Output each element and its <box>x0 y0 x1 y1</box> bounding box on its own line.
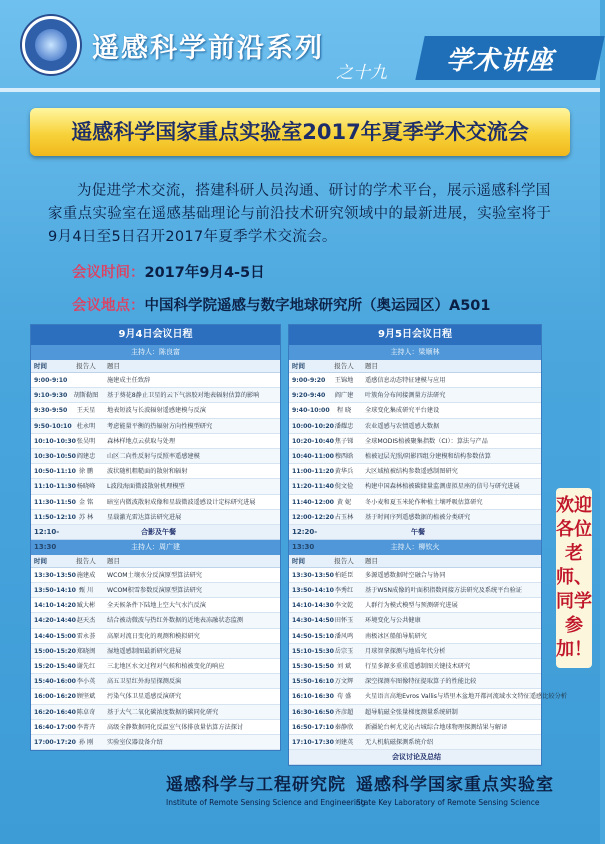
row-time: 13:50-14:10 <box>292 587 334 595</box>
row-topic: 多源遥感数据时空融合与协同 <box>365 571 446 579</box>
closing-label: 会议讨论及总结 <box>392 753 441 762</box>
col-topic: 题目 <box>107 556 120 565</box>
row-topic: 环境变化与公共健康 <box>365 617 421 625</box>
schedule-row <box>289 613 541 628</box>
schedule-row <box>31 659 280 674</box>
schedule-rows <box>289 373 541 525</box>
schedule-row <box>289 479 541 494</box>
row-topic: 冬小麦和夏玉米轮作种植土壤呼吸估算研究 <box>365 498 483 506</box>
schedule-row <box>31 674 280 689</box>
row-topic: 污染气体卫星遥感反演研究 <box>107 693 182 701</box>
row-time: 14:10-14:30 <box>292 602 334 610</box>
row-speaker: 施建成 <box>76 571 96 579</box>
place-value: 中国科学院遥感与数字地球研究所（奥运园区）A501 <box>144 298 491 314</box>
row-time: 12:00-12:20 <box>292 513 334 521</box>
schedule-row <box>289 449 541 464</box>
row-topic: 考虑能量平衡的热辐射方向性模型研究 <box>107 422 213 430</box>
row-speaker: 苟 盛 <box>336 693 352 701</box>
schedule-row <box>289 495 541 510</box>
row-topic: WCOM积雪参数反演原型算法研究 <box>107 587 202 595</box>
lab-name-en: State Key Laboratory of Remote Sensing Science <box>356 798 540 807</box>
intro-paragraph: 为促进学术交流，搭建科研人员沟通、研讨的学术平台，展示遥感科学国家重点实验室在遥感基础理论与前沿技术研究领域中的最新进展，实验室将于9月4日至5日召开2017年夏季学术交流会。 <box>48 183 552 245</box>
meeting-place <box>72 294 491 315</box>
row-time: 14:10-14:20 <box>34 602 76 610</box>
col-topic: 题目 <box>365 362 378 370</box>
row-speaker: 杜永明 <box>76 422 96 430</box>
row-time: 15:30-15:50 <box>292 663 334 670</box>
schedule-row <box>289 388 541 403</box>
schedule-row <box>289 598 541 613</box>
day2-title: 9月5日会议日程 <box>289 325 541 345</box>
lab-name-cn: 遥感科学国家重点实验室 <box>356 775 554 795</box>
schedule-row <box>31 510 280 525</box>
row-topic: 湿地遥感制图最新研究进展 <box>107 647 182 655</box>
schedule-row <box>289 705 541 720</box>
row-topic: L波段海面微波散射机理模型 <box>107 483 185 491</box>
day1-title: 9月4日会议日程 <box>31 325 280 345</box>
row-speaker: 甄 川 <box>78 587 94 595</box>
row-time: 17:10-17:30 <box>292 738 334 746</box>
row-speaker: 程 晓 <box>336 407 352 415</box>
series-title: 遥感科学前沿系列 <box>92 33 324 64</box>
schedule-row <box>289 510 541 525</box>
series-number: 之十九 <box>336 63 387 83</box>
schedule-row <box>289 434 541 449</box>
row-topic: 基于葵花8静止卫星的云下气溶胶对地表辐射估算的影响 <box>107 392 260 400</box>
break-label: 合影及午餐 <box>141 527 176 536</box>
row-time: 10:10-10:30 <box>34 437 76 445</box>
col-topic: 题目 <box>365 556 378 565</box>
row-speaker: 刘 斌 <box>336 663 352 670</box>
row-time: 16:50-17:10 <box>292 723 334 731</box>
row-speaker: 黄华兵 <box>334 468 354 476</box>
column-headers <box>289 360 541 373</box>
row-topic: 植被冠层光照/阴影四组分建模和结构参数估算 <box>365 452 491 460</box>
row-topic: 基于WSN成像的叶面积指数问接方法研究及系统平台验证 <box>365 587 522 595</box>
row-time: 9:30-9:50 <box>34 407 68 415</box>
row-time: 15:20-15:40 <box>34 663 76 670</box>
row-speaker: 胡斯勒图 <box>73 392 99 400</box>
row-topic: 新疆轮台柯尤克沁古城综合地球物理探测结果与解译 <box>365 723 508 731</box>
row-topic: 行星多源多重重遥感制图关键技术研究 <box>365 663 471 670</box>
chairperson: 主持人：周广建 <box>31 540 280 555</box>
row-topic: 超导航磁全张量梯度测量系统研制 <box>365 708 458 716</box>
row-time: 10:50-11:10 <box>34 468 76 476</box>
col-time: 时间 <box>34 362 47 370</box>
row-speaker: 李菁卉 <box>76 723 96 731</box>
col-time: 时间 <box>292 556 305 565</box>
row-topic: 地表短波与长波辐射遥感建模与反演 <box>107 407 206 415</box>
header-divider <box>0 88 600 92</box>
row-speaker: 齐彦超 <box>334 708 354 716</box>
row-time: 16:30-16:50 <box>292 708 334 716</box>
break-time: 12:20-13:30 <box>292 527 318 551</box>
day2-schedule <box>288 324 567 766</box>
schedule-row <box>31 644 280 659</box>
row-topic: 火星语言高地Evros Vallis与塔里木盆地开都河流域水文特征遥感比较分析 <box>365 693 567 701</box>
event-banner: 遥感科学国家重点实验室2017年夏季学术交流会 <box>30 108 570 156</box>
row-speaker: 臧大彬 <box>76 602 96 610</box>
row-topic: 全球变化集成研究平台建设 <box>365 407 440 415</box>
row-topic: 施建成主任致辞 <box>107 377 151 384</box>
col-speaker: 报告人 <box>76 362 96 370</box>
footer-lab <box>356 770 554 807</box>
row-speaker: 陈卓奇 <box>76 708 96 716</box>
row-speaker: 刘建英 <box>334 738 354 746</box>
schedule-row <box>31 419 280 434</box>
row-speaker: 李秀红 <box>334 587 354 595</box>
row-speaker: 黄 妮 <box>336 498 352 506</box>
schedule-row <box>31 705 280 720</box>
row-speaker: 潘耀忠 <box>334 422 354 430</box>
row-speaker <box>68 373 104 387</box>
schedule-row <box>289 583 541 598</box>
row-speaker: 秦静欣 <box>334 723 354 731</box>
institute-name-cn: 遥感科学与工程研究院 <box>166 775 346 795</box>
row-speaker: 阎广建 <box>334 392 354 400</box>
row-topic: 叶簇角分布间接测量方法研究 <box>365 392 446 400</box>
row-speaker: 占玉林 <box>334 513 354 521</box>
row-speaker: 赵天杰 <box>76 617 96 625</box>
row-time: 14:20-14:40 <box>34 617 76 625</box>
schedule-row <box>31 598 280 613</box>
row-topic: 高级全静数据同化反温室气体排放量估算方法探讨 <box>107 723 244 731</box>
schedule-row <box>31 735 280 750</box>
schedule-rows <box>31 568 280 750</box>
row-speaker: 穆西晗 <box>334 452 354 460</box>
row-topic: 高原对流日变化的观测和模拟研究 <box>107 632 200 640</box>
schedule-row <box>31 568 280 583</box>
row-speaker: 王天星 <box>76 407 96 415</box>
row-speaker: 顾坚斌 <box>76 693 96 701</box>
day1-schedule <box>30 324 281 751</box>
schedule-row <box>31 495 280 510</box>
row-topic: 结合被动微波与热红外数据的近地表冻融状态监测 <box>107 617 244 625</box>
row-time: 11:50-12:10 <box>34 513 76 521</box>
row-speaker: 李文乾 <box>334 602 354 610</box>
column-headers <box>31 555 280 568</box>
row-time: 16:20-16:40 <box>34 708 76 716</box>
col-speaker: 报告人 <box>334 362 354 370</box>
row-speaker: 倪文俭 <box>334 483 354 491</box>
row-topic: 三北地区水文过程对气候和植被变化的响应 <box>107 663 225 670</box>
row-time: 17:00-17:20 <box>34 738 76 746</box>
row-speaker: 李小英 <box>76 678 96 686</box>
row-time: 9:20-9:40 <box>292 392 326 400</box>
place-label: 会议地点： <box>72 298 145 314</box>
row-speaker: 焦子锑 <box>334 437 354 445</box>
row-time: 13:30-13:50 <box>34 571 76 579</box>
schedule-row <box>31 464 280 479</box>
row-topic: 构建中国森林植被碳储量监测虚拟星座的信号与研究进展 <box>365 483 520 491</box>
row-time: 13:30-13:50 <box>292 571 334 579</box>
row-speaker: 王锦地 <box>334 377 354 384</box>
chairperson: 主持人：陈良富 <box>31 345 280 360</box>
column-headers <box>289 555 541 568</box>
row-time: 13:50-14:10 <box>34 587 76 595</box>
row-topic: 星载激光雷达算法研究进展 <box>107 513 182 521</box>
col-speaker: 报告人 <box>334 556 354 565</box>
col-topic: 题目 <box>107 362 120 370</box>
row-time: 10:20-10:40 <box>292 437 334 445</box>
row-speaker: 杨晓峰 <box>76 483 96 491</box>
closing-session <box>289 750 541 765</box>
row-topic: 深空探测车图像特征提取算子的性能比较 <box>365 678 477 686</box>
row-time: 15:00-15:20 <box>34 647 76 655</box>
row-time: 11:30-11:50 <box>34 498 76 506</box>
row-speaker: 万文辉 <box>334 678 354 686</box>
row-time: 9:00-9:10 <box>34 377 68 384</box>
schedule-row <box>31 373 280 388</box>
break-label: 午餐 <box>411 527 425 536</box>
schedule-row <box>289 735 541 750</box>
row-topic: 暗室内微波散射成像和星载微波遥感设计定标研究进展 <box>107 498 256 506</box>
row-speaker: 张吴明 <box>76 437 96 445</box>
row-topic: 基于大气二氧化碳浓度数据的碳同化研究 <box>107 708 219 716</box>
footer-institute <box>166 770 365 807</box>
schedule-row <box>289 659 541 674</box>
row-speaker: 田怀玉 <box>334 617 354 625</box>
row-speaker: 苏 林 <box>78 513 94 521</box>
row-time: 9:40-10:00 <box>292 407 330 415</box>
meeting-time <box>72 261 265 282</box>
row-topic: 无人机航磁探测系统介绍 <box>365 738 434 746</box>
institute-logo <box>22 16 80 74</box>
row-topic: 农业遥感与农情遥感大数据 <box>365 422 440 430</box>
row-topic: 森林样地点云获取与处理 <box>107 437 176 445</box>
schedule-row <box>289 373 541 388</box>
schedule-row <box>31 449 280 464</box>
col-time: 时间 <box>34 556 47 565</box>
schedule-row <box>289 689 567 704</box>
row-topic: 山区二向性反射与反照率遥感建模 <box>107 452 200 460</box>
schedule-row <box>289 464 541 479</box>
schedule-row <box>289 403 541 418</box>
col-speaker: 报告人 <box>76 556 96 565</box>
row-speaker: 潘风鸣 <box>334 632 354 640</box>
row-speaker: 徐 鹏 <box>78 468 94 476</box>
schedule-row <box>31 434 280 449</box>
row-time: 10:30-10:50 <box>34 452 76 460</box>
row-topic: 高五卫星红外海星探测反演 <box>107 678 182 686</box>
row-topic: 实验室仪器设备介绍 <box>107 738 163 746</box>
schedule-rows <box>31 373 280 525</box>
row-time: 10:40-11:00 <box>292 452 334 460</box>
lecture-tag: 学术讲座 <box>446 46 555 76</box>
row-time: 15:50-16:10 <box>292 678 334 686</box>
row-time: 11:00-11:20 <box>292 468 334 476</box>
schedule-row <box>31 583 280 598</box>
row-time: 16:00-16:20 <box>34 693 76 701</box>
schedule-row <box>31 720 280 735</box>
row-speaker: 金 铭 <box>78 498 94 506</box>
row-time: 10:00-10:20 <box>292 422 334 430</box>
chairperson: 主持人：柳钦火 <box>289 540 541 555</box>
row-time: 15:40-16:00 <box>34 678 76 686</box>
row-topic: 基于时间序列遥感数据的植被分类研究 <box>365 513 471 521</box>
column-headers <box>31 360 280 373</box>
schedule-rows <box>289 568 567 750</box>
row-topic: 全天候条件下陆地上空大气水汽反演 <box>107 602 206 610</box>
row-time: 9:50-10:10 <box>34 422 72 430</box>
chairperson: 主持人：梁顺林 <box>289 345 541 360</box>
row-time: 9:00-9:20 <box>292 377 326 384</box>
col-time: 时间 <box>292 362 305 370</box>
row-topic: 大区域植被结构参数遥感制图研究 <box>365 468 458 476</box>
schedule-row <box>289 674 541 689</box>
schedule-row <box>289 419 541 434</box>
institute-name-en: Institute of Remote Sensing Science and Engineering <box>166 798 366 807</box>
row-time: 16:10-16:30 <box>292 693 334 701</box>
row-time: 14:30-14:50 <box>292 617 334 625</box>
row-time: 11:20-11:40 <box>292 483 334 491</box>
row-topic: 月球智拿探测与地质年代分析 <box>365 647 446 655</box>
row-time: 14:50-15:10 <box>292 632 334 640</box>
schedule-row <box>289 644 541 659</box>
row-topic: 遥感信息动态特征建模与应用 <box>365 377 446 384</box>
schedule-row <box>31 629 280 644</box>
row-time: 9:10-9:30 <box>34 392 68 400</box>
break-time: 12:10-13:30 <box>34 527 60 551</box>
time-label: 会议时间： <box>72 265 145 281</box>
row-speaker: 郑晓闽 <box>76 647 96 655</box>
schedule-row <box>31 403 280 418</box>
row-topic: 人群行为模式模型与预测研究进展 <box>365 602 458 610</box>
schedule-row <box>289 629 541 644</box>
schedule-row <box>31 388 280 403</box>
schedule-row <box>31 613 280 628</box>
row-time: 14:40-15:00 <box>34 632 76 640</box>
row-time: 16:40-17:00 <box>34 723 76 731</box>
row-time: 11:40-12:00 <box>292 498 334 506</box>
row-speaker: 阎建忠 <box>76 452 96 460</box>
welcome-message: 欢迎各位老师、同学参加！ <box>556 488 592 668</box>
row-speaker: 岳宗玉 <box>334 647 354 655</box>
schedule-row <box>31 689 280 704</box>
row-speaker: 孙 刚 <box>78 738 94 746</box>
row-time: 15:10-15:30 <box>292 647 334 655</box>
schedule-row <box>31 479 280 494</box>
schedule-row <box>289 568 541 583</box>
schedule-row <box>289 720 541 735</box>
row-topic: WCOM土壤水分反演原型算法研究 <box>107 571 202 579</box>
row-speaker: 雷永荟 <box>76 632 96 640</box>
row-speaker: 柏延臣 <box>334 571 354 579</box>
time-value: 2017年9月4-5日 <box>144 265 265 281</box>
row-topic: 全球MODIS植被聚集指数（CI）：算法与产品 <box>365 437 488 445</box>
row-topic: 波状随机粗糙面的散射和辐射 <box>107 468 188 476</box>
row-time: 11:10-11:30 <box>34 483 76 491</box>
row-speaker: 谢先红 <box>76 663 96 670</box>
row-topic: 南极冰区船舶导航研究 <box>365 632 427 640</box>
